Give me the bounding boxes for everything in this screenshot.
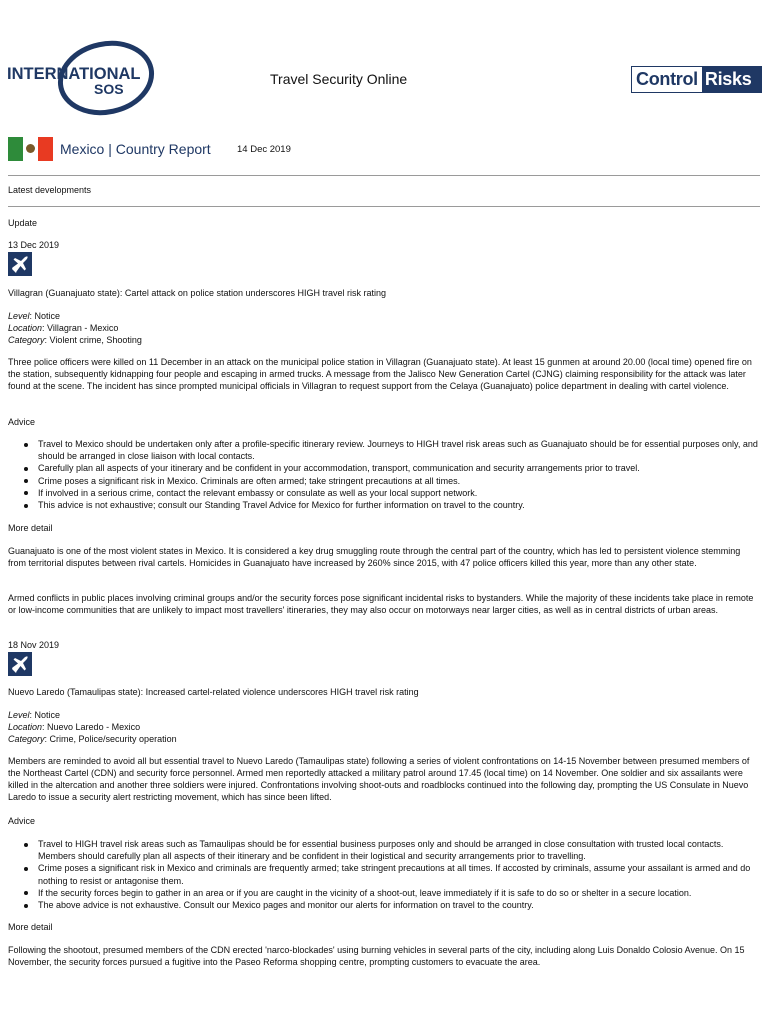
list-item: Travel to Mexico should be undertaken only after a profile-specific itinerary review. Journeys to HIGH travel risk areas such as Guanajuato should be for essential purposes only, and should be arranged in close liaison with local contacts. xyxy=(8,438,760,462)
mexico-flag-icon xyxy=(8,137,53,161)
update-label: Update xyxy=(8,218,38,228)
location-value: : Nuevo Laredo - Mexico xyxy=(42,722,141,732)
site-title: Travel Security Online xyxy=(270,71,408,87)
category-key: Category xyxy=(8,335,45,345)
page-header xyxy=(0,0,768,125)
logo-control-text: Control xyxy=(632,67,702,92)
country-report-title: Mexico | Country Report xyxy=(60,141,211,157)
logo-line1: INTERNATIONAL xyxy=(7,65,141,83)
alert-meta xyxy=(8,310,760,346)
logo-risks-text: Risks xyxy=(702,67,761,92)
list-item: Carefully plan all aspects of your itinerary and be confident in your accommodation, transport, communication and security arrangements prior to travel. xyxy=(8,462,760,474)
section-label: Latest developments xyxy=(8,185,92,195)
more-detail-paragraph: Armed conflicts in public places involving criminal groups and/or the security forces pose significant incidental risks to bystanders. While the majority of these incidents take place in remote or low-income communities that are unlikely to impact most travellers' itineraries, they may also occur on motorways near larger cities, as well as in central districts of urban areas. xyxy=(8,593,754,615)
list-item: Travel to HIGH travel risk areas such as Tamaulipas should be for essential business purposes only and should be arranged in close consultation with trusted local contacts. Members should carefully plan all aspects of their itinerary and be confident in their logistical and security arrangements prior to travelling. xyxy=(8,838,760,862)
more-detail-paragraph: Following the shootout, presumed members of the CDN erected 'narco-blockades' using burning vehicles in several parts of the city, including along Luis Donaldo Colosio Avenue. On 15 November, the security forces pursued a fugitive into the Paseo Reforma shopping centre, prompting customers to evacuate the area. xyxy=(8,945,745,967)
advice-list xyxy=(8,838,760,911)
list-item: If the security forces begin to gather in an area or if you are caught in the vicinity of a shoot-out, leave immediately if it is safe to do so or shelter in a secure location. xyxy=(8,887,760,899)
alert-headline: Nuevo Laredo (Tamaulipas state): Increased cartel-related violence underscores HIGH travel risk rating xyxy=(8,687,419,697)
list-item: This advice is not exhaustive; consult our Standing Travel Advice for Mexico for further information on travel to the country. xyxy=(8,499,760,511)
level-key: Level xyxy=(8,710,30,720)
airplane-icon xyxy=(8,652,32,676)
advice-label: Advice xyxy=(8,417,36,427)
location-key: Location xyxy=(8,722,43,732)
advice-list xyxy=(8,438,760,511)
level-value: : Notice xyxy=(29,311,61,321)
international-sos-logo xyxy=(6,40,156,118)
country-heading xyxy=(8,137,760,161)
report-date: 14 Dec 2019 xyxy=(237,144,291,155)
advice-label: Advice xyxy=(8,816,36,826)
more-detail-label: More detail xyxy=(8,523,53,533)
category-value: : Crime, Police/security operation xyxy=(44,734,177,744)
list-item: If involved in a serious crime, contact the relevant embassy or consulate as well as your local support network. xyxy=(8,487,760,499)
level-value: : Notice xyxy=(29,710,61,720)
alert-meta xyxy=(8,709,760,745)
alert-date: 18 Nov 2019 xyxy=(8,640,60,650)
location-key: Location xyxy=(8,323,43,333)
control-risks-logo xyxy=(631,66,762,93)
airplane-icon xyxy=(8,252,32,276)
alert-summary: Three police officers were killed on 11 December in an attack on the municipal police station in Villagran (Guanajuato state). At least 15 gunmen at around 20.00 (local time) opened fire on the station, subsequently kidnapping four people and escaping in armed trucks. A message from the Jalisco New Generation Cartel (CJNG) claiming responsibility for the attack was later found at the scene. The incident has since prompted municipal officials in Villagran to request support from the Celaya (Guanajuato) police department in dealing with cartel violence. xyxy=(8,357,752,391)
divider xyxy=(8,206,760,207)
divider xyxy=(8,175,760,176)
more-detail-label: More detail xyxy=(8,922,53,932)
level-key: Level xyxy=(8,311,30,321)
category-key: Category xyxy=(8,734,45,744)
category-value: : Violent crime, Shooting xyxy=(44,335,142,345)
alert-date: 13 Dec 2019 xyxy=(8,240,60,250)
logo-line2: SOS xyxy=(94,81,124,97)
list-item: The above advice is not exhaustive. Consult our Mexico pages and monitor our alerts for information on travel to the country. xyxy=(8,899,760,911)
list-item: Crime poses a significant risk in Mexico. Criminals are often armed; take stringent precautions at all times. xyxy=(8,475,760,487)
alert-headline: Villagran (Guanajuato state): Cartel attack on police station underscores HIGH travel risk rating xyxy=(8,288,387,298)
list-item: Crime poses a significant risk in Mexico and criminals are frequently armed; take stringent precautions at all times. If accosted by criminals, assume your assailant is armed and do nothing to resist or antagonise them. xyxy=(8,862,760,886)
more-detail-paragraph: Guanajuato is one of the most violent states in Mexico. It is considered a key drug smuggling route through the central part of the country, which has led to persistent violence stemming from territorial disputes between rival cartels. Homicides in Guanajuato have increased by 260% since 2015, with 47 police officers killed this year, more than any other state. xyxy=(8,546,741,568)
location-value: : Villagran - Mexico xyxy=(42,323,119,333)
alert-summary: Members are reminded to avoid all but essential travel to Nuevo Laredo (Tamaulipas state) following a series of violent confrontations on 14-15 November between presumed members of the Northeast Cartel (CDN) and security force personnel. Armed men reportedly attacked a military patrol around 17.45 (local time) on 14 November. One soldier and six assailants were killed in the altercation and another three soldiers were injured. Confrontations involving shoot-outs and roadblocks continued into the following day, prompting the US Consulate in Nuevo Laredo to issue a security alert restricting movement, which has since been lifted. xyxy=(8,756,750,802)
